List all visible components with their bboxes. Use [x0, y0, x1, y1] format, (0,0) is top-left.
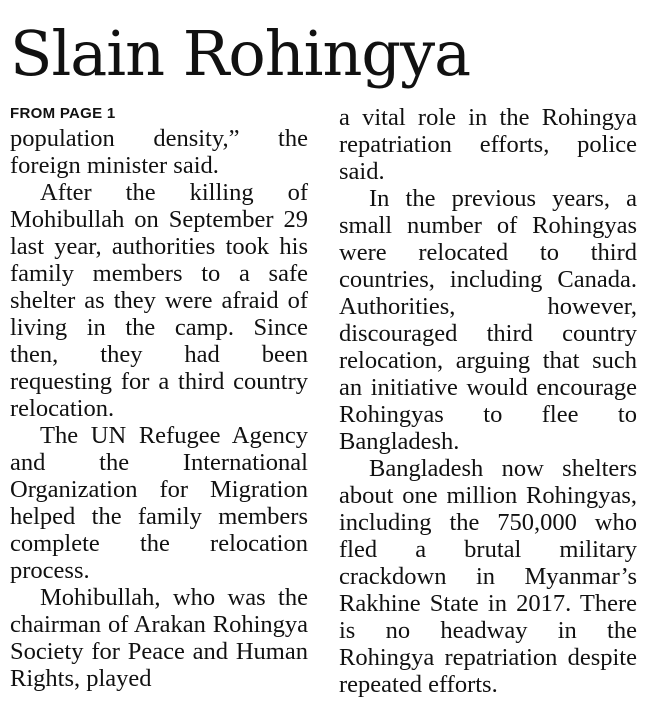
paragraph: Mohibullah, who was the chairman of Arakan Rohingya Society for Peace and Human Rights, played — [10, 584, 308, 692]
jump-line: FROM PAGE 1 — [10, 105, 116, 122]
article-headline: Slain Rohingya — [10, 17, 471, 90]
paragraph: After the killing of Mohibullah on September 29 last year, authorities took his family members to a safe shelter as they were afraid of living in the camp. Since then, they had been requesting for a third country relocation. — [10, 179, 308, 422]
article-column-right — [339, 104, 637, 698]
paragraph: population density,” the foreign minister said. — [10, 125, 308, 179]
paragraph: In the previous years, a small number of Rohingyas were relocated to third countries, including Canada. Authorities, however, discouraged third country relocation, arguing that such an initiative would encourage Rohingyas to flee to Bangladesh. — [339, 185, 637, 455]
paragraph: Bangladesh now shelters about one million Rohingyas, including the 750,000 who fled a brutal military crackdown in Myanmar’s Rakhine State in 2017. There is no headway in the Rohingya repatriation despite repeated efforts. — [339, 455, 637, 698]
article-column-left — [10, 104, 308, 692]
paragraph: a vital role in the Rohingya repatriation efforts, police said. — [339, 104, 637, 185]
paragraph: The UN Refugee Agency and the International Organization for Migration helped the family members complete the relocation process. — [10, 422, 308, 584]
